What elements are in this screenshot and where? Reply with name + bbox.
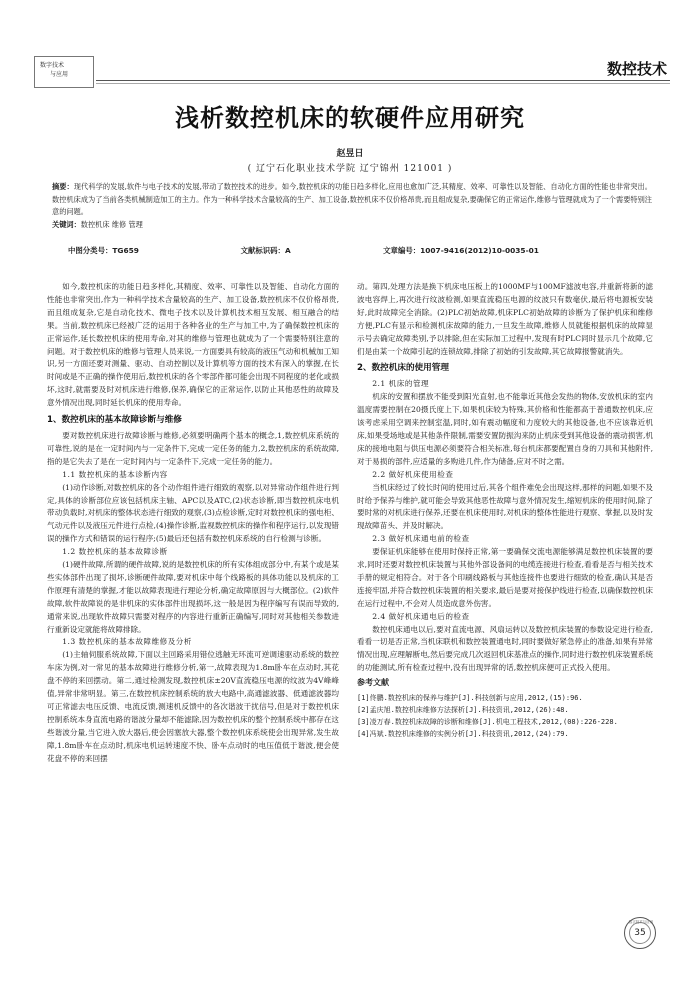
paragraph: 数控机床通电以后,要对直流电源、风扇运转以及数控机床装置的参数设定进行检查,看看一切是否正常,当机床联机和数控装置通电时,同时要做好紧急停止的准备,如果有异常情况出现,应理解断电,然后要完成几次返回机床基准点的操作,同时进行数控机床装置系统的功能测试,所有检查过程中,没有出现异常的话,数控机床便可正式投入使用。 [357,624,653,673]
reference-item: [3]凌万春.数控机床故障的诊断和维修[J].机电工程技术,2012,(08):226-228. [357,718,618,727]
doc-code-value: A [284,246,291,255]
reference-item: [2]孟庆旭.数控机床维修方法探析[J].科技资讯,2012,(26):48. [357,706,569,715]
paragraph: 机床的安置和摆放不能受到阳光直射,也不能靠近其他会发热的物体,安放机床的室内温度需要控制在20摄氏度上下,如果机床较为特殊,其价格和性能都高于普通数控机床,应该考虑采用空调来控制室温,同时,如有震动幅度和力度较大的其他设备,也不应该靠近机床,如果受场地或是其他条件限制,需要安置防振沟来防止机床受到其他设备的震动损害,机床的接地电阻与供压电源必须要符合相关标准,每台机床都要配置自身的刀具和其他附件,对于易损的部件,应适量的多购进几件,作为储备,应对不时之需。 [357,392,653,466]
right-column [357,281,653,740]
subsection-heading: 2.3 做好机床通电前的检查 [372,534,470,544]
section-heading-2: 2、数控机床的使用管理 [357,363,449,374]
article-meta [68,245,668,256]
badge-ring-text: 数字技术与应用 [628,920,654,924]
article-no-label: 文章编号： [383,246,421,255]
references-heading: 参考文献 [357,678,389,688]
reference-item: [4]冯斌.数控机床维修的实例分析[J].科技资讯,2012,(24):79. [357,730,569,739]
logo-line-2: 与应用 [50,71,69,78]
paragraph: 要保证机床能够在使用时保持正常,第一要确保交流电源能够满足数控机床装置的要求,同时还要对数控机床装置与其他外部设备间的电缆连接进行检查,看看是否与相关技术手册的规定相符合。对于各个印刷线路板与其他连接件也要进行细致的检查,确认其是否连接牢固,并符合数控机床装置的相关要求,最后是要对接保护线进行检查,以确保数控机床在运行过程中,不会对人员造成意外伤害。 [357,547,653,608]
article-no-value: 1007-9416(2012)10-0035-01 [420,246,539,255]
author: 赵昱日 [336,149,364,159]
paragraph: (1)动作诊断,对数控机床的各个动作组件进行细致的观察,以对异常动作组件进行判定,具体的诊断部位应该包括机床主轴、APC以及ATC,(2)状态诊断,即当数控机床电机带动负载时,对机床的整体状态进行细致的观察,(3)点检诊断,定时对数控机床的强电柜、气动元件以及液压元件进行点检,(4)操作诊断,监视数控机床的操作和程序运行,以发现错误的操作方式和错误的运行程序;(5)最后还包括有数控机床系统的自行检测与诊断。 [47,482,339,544]
subsection-heading: 2.4 做好机床通电后的检查 [372,611,470,621]
section-heading-1: 1、数控机床的基本故障诊断与维修 [47,415,182,426]
logo-line-1: 数字技术 [40,62,65,69]
affiliation: ( 辽宁石化职业技术学院 辽宁锦州 121001 ) [247,164,453,174]
page-number-badge [624,917,656,949]
paragraph: (1)硬件故障,所谓的硬件故障,说的是数控机床的所有实体组成部分中,有某个或是某些实体部件出现了损坏,诊断硬件故障,要对机床中每个线路板的具体功能以及机床的工作原理有清楚的掌握,才能以故障表现进行理论分析,确定故障原因与大概部位。(2)软件故障,软件故障说的是非机床的实体部件出现损坏,这一般是因为程序编写有误而导致的,通常来说,出现软件故障只需要对程序的内容进行重新正确编写,同时对其他相关参数进行重新设定就能将故障排除。 [47,560,339,634]
keywords-label: 关键词： [52,219,81,229]
reference-item: [1]佟鹏.数控机床的保养与维护[J].科技创新与应用,2012,(15):96. [357,694,583,703]
subsection-heading: 1.3 数控机床的基本故障维修及分析 [62,637,192,647]
abstract-block [52,181,652,231]
subsection-heading: 2.2 做好机床使用检查 [372,469,454,479]
paragraph: 动。第四,处理方法是换下机床电压板上的1000MF与100MF滤波电容,并重新将新的滤波电容焊上,再次进行纹波检测,如果直流稳压电源的纹波只有数毫伏,最后将电源板安装好,此时故障完全消除。(2)PLC初始故障,机床PLC初始故障的诊断为了保护机床和维修方便,PLC有显示和检测机床故障的能力,一旦发生故障,维修人员就能根据机床的故障显示号去确定故障类别,予以排除,但在实际加工过程中,发现有时PLC同时显示几个故障,它们是由某一个故障引起的连锁故障,排除了初始的引发故障,其它故障报警就消失。 [357,282,653,356]
abstract-text: 现代科学的发展,软件与电子技术的发展,带动了数控技术的进步。如今,数控机床的功能日趋多样化,应用也愈加广泛,其精度、效率、可靠性以及智能、自动化方面的性能也非常突出。数控机床成为了当前各类机械制造加工的主力。作为一种科学技术含量较高的生产、加工设备,数控机床不仅价格昂贵,而且组成复杂,要确保它的正常运作,维修与管理就成为了一个需要特别注意的问题。 [52,182,652,216]
clc-value: TG659 [112,246,139,255]
doc-code-label: 文献标识码： [240,246,285,255]
paragraph: (1)主轴伺服系统故障,下面以主回路采用错位逃触无环流可逆调速驱动系统的数控车床为例,对一常见的基本故障进行维修分析,第一,故障表现为1.8m卧车在点动时,其花盘不停的来回摆动。第二,通过检测发现,数控机床±20V直流稳压电源的纹波为4V峰峰值,异常非常明显。第三,在数控机床控制系统的放大电路中,高通滤波器、低通滤波器均可正常滤去电压反馈、电流反馈,测速机反馈中的各次谐波干扰信号,但是对于数控机床控制系统本身直流电路的谐波分量却不能滤除,因为数控机床的整个控制系统中都存在这些谐波分量,当它进入放大器后,使会因塞放大器,整个数控机床系统使会出现异常,发生故障,1.8m卧车在点动时,机床电机运转速度不快、卧车点动时的电压值低于谐波,便会使花盘不停的来回摆 [47,650,339,763]
abstract-label: 摘要： [52,182,74,191]
subsection-heading: 1.2 数控机床的基本故障诊断 [62,547,168,557]
paragraph: 要对数控机床进行故障诊断与维修,必须要明确两个基本的概念,1,数控机床系统的可靠性,说的是在一定时间内与一定条件下,完成一定任务的能力,2,数控机床的系统故障,指的是它失去了是在一定时间内与一定条件下,完成一定任务的能力。 [47,430,339,466]
header-rule [96,80,670,81]
subsection-heading: 2.1 机床的管理 [372,379,430,389]
paragraph: 如今,数控机床的功能日趋多样化,其精度、效率、可靠性以及智能、自动化方面的性能也非常突出,作为一种科学技术含量较高的生产、加工设备,数控机床不仅价格昂贵,而且组成复杂,它是自动化技术、微电子技术以及计算机技术相互发展、相互融合的结果。当前,数控机床已经被广泛的运用于各种各业的生产与加工中,为了确保数控机床的正常运作,延长数控机床的使用寿命,对其的维修与管理也就成为了一个需要特别注意的问题。对于数控机床的维修与管理人员来说,一方面要具有较高的液压气动和机械加工知识,另一方面还要对测量、驱动、自动控制以及计算机等方面的技术有深入的掌握,在长时间或是不正确的操作使用后,数控机床的各个零部件都可能会出现不同程度的老化或损坏,这时,就需要及时对机床进行维修,保养,确保它的正常运作,以防止其他恶性的故障及意外情况出现,同时延长机床的使用寿命。 [47,282,339,408]
journal-logo [34,56,94,88]
keywords: 数控机床 维修 管理 [80,219,143,229]
clc-label: 中图分类号： [68,246,113,255]
section-heading: 数控技术 [606,60,667,78]
page-number: 35 [629,922,651,944]
subsection-heading: 1.1 数控机床的基本诊断内容 [62,469,168,479]
header-rule-thin [96,83,670,84]
article-title: 浅析数控机床的软硬件应用研究 [175,103,525,132]
paragraph: 当机床经过了较长时间的使用过后,其各个组件难免会出现这样,那样的问题,如果不及时给予保养与维护,就可能会导致其他恶性故障与意外情况发生,缩短机床的使用时间,除了要时常的对机床进行保养,还要在机床使用时,对机床的整体性能进行观察、掌握,以及时发现故障苗头、并及时解决。 [357,482,653,531]
left-column [47,281,339,766]
